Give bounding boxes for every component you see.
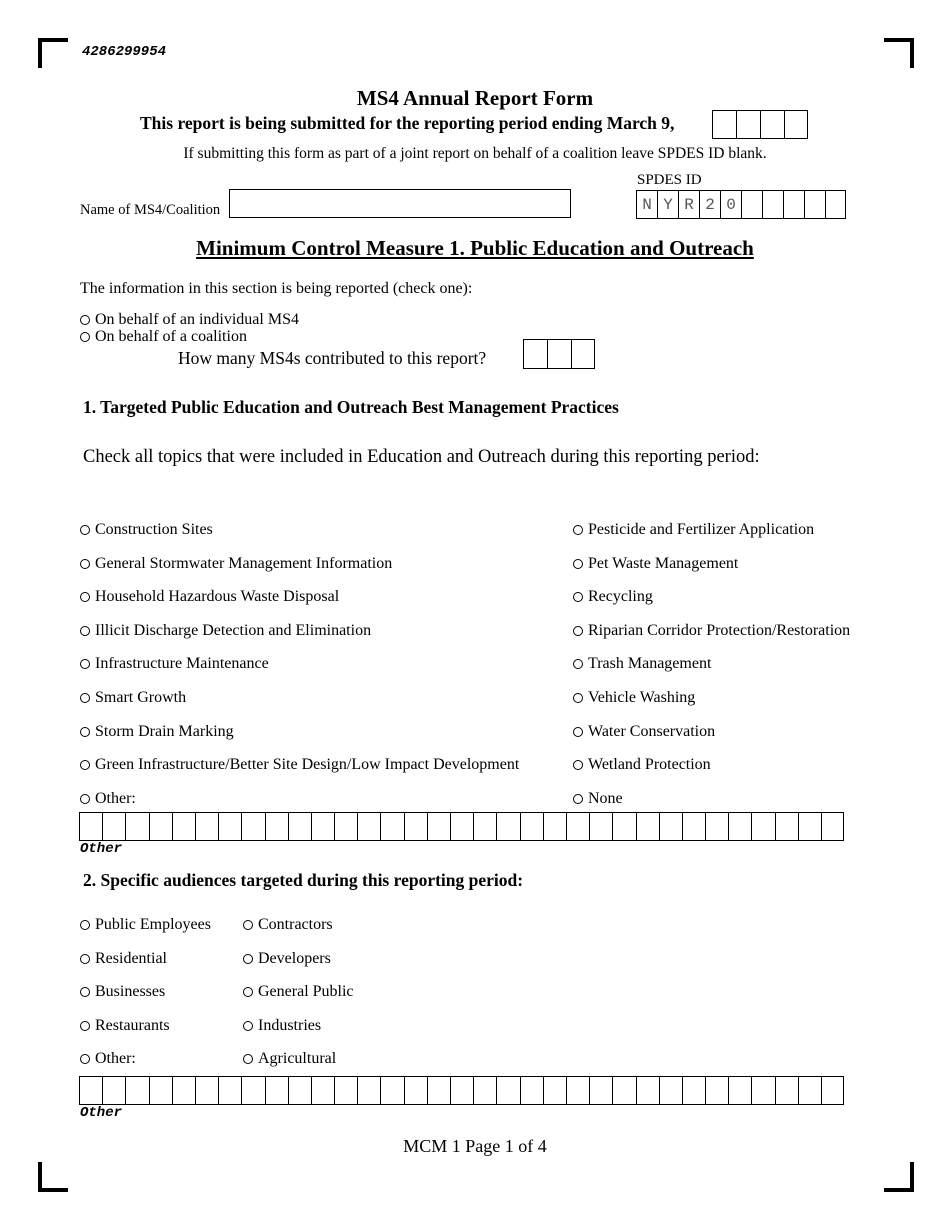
option-individual-ms4[interactable]: On behalf of an individual MS4 (80, 311, 299, 329)
topic-option[interactable]: General Stormwater Management Information (80, 555, 392, 573)
spdes-id-label: SPDES ID (637, 172, 702, 188)
char-box[interactable] (636, 812, 659, 841)
char-box[interactable] (751, 1076, 774, 1105)
char-box[interactable] (79, 1076, 102, 1105)
char-box[interactable] (427, 1076, 450, 1105)
char-box[interactable] (566, 812, 589, 841)
q2-heading: 2. Specific audiences targeted during this reporting period: (83, 870, 524, 890)
count-digit-box[interactable] (571, 339, 595, 369)
char-box[interactable] (357, 812, 380, 841)
reporting-prompt: The information in this section is being reported (check one): (80, 280, 473, 297)
audience-option[interactable]: Developers (243, 950, 331, 968)
audience-option[interactable]: Restaurants (80, 1017, 170, 1035)
char-box[interactable] (357, 1076, 380, 1105)
char-box[interactable] (241, 812, 264, 841)
char-box[interactable] (775, 812, 798, 841)
char-box[interactable] (589, 1076, 612, 1105)
char-box[interactable] (520, 1076, 543, 1105)
ms4-name-label: Name of MS4/Coalition (80, 202, 221, 218)
spdes-id-boxes[interactable] (636, 190, 846, 219)
radio-icon[interactable] (573, 559, 583, 569)
topic-option[interactable]: Illicit Discharge Detection and Elimination (80, 622, 371, 640)
char-box[interactable] (125, 812, 148, 841)
year-digit-box[interactable] (760, 110, 784, 139)
radio-icon[interactable] (573, 626, 583, 636)
char-box[interactable] (728, 812, 751, 841)
audience-option[interactable]: Public Employees (80, 916, 211, 934)
topic-option[interactable]: Other: (80, 790, 136, 808)
radio-icon[interactable] (80, 1021, 90, 1031)
radio-icon[interactable] (80, 727, 90, 737)
char-box[interactable] (566, 1076, 589, 1105)
char-box[interactable] (821, 812, 844, 841)
audience-option[interactable]: Businesses (80, 983, 165, 1001)
char-box[interactable] (589, 812, 612, 841)
radio-icon[interactable] (243, 1021, 253, 1031)
radio-icon[interactable] (80, 332, 90, 342)
q1-other-label: Other (80, 841, 123, 857)
char-box[interactable] (288, 812, 311, 841)
radio-icon[interactable] (80, 525, 90, 535)
topic-option[interactable]: Smart Growth (80, 689, 186, 707)
q2-other-label: Other (80, 1105, 123, 1121)
topic-option[interactable]: Construction Sites (80, 521, 213, 539)
char-box[interactable] (172, 812, 195, 841)
char-box[interactable] (334, 1076, 357, 1105)
char-box[interactable]: 0 (720, 190, 741, 219)
topic-option[interactable]: Green Infrastructure/Better Site Design/Low Impact Development (80, 756, 519, 774)
year-digit-box[interactable] (736, 110, 760, 139)
char-box[interactable] (543, 1076, 566, 1105)
char-box[interactable] (682, 1076, 705, 1105)
radio-icon[interactable] (80, 592, 90, 602)
char-box[interactable] (496, 812, 519, 841)
topic-option[interactable]: Recycling (573, 588, 653, 606)
topic-option[interactable]: Pesticide and Fertilizer Application (573, 521, 814, 539)
char-box[interactable] (149, 812, 172, 841)
audience-option[interactable]: Other: (80, 1050, 136, 1068)
radio-icon[interactable] (80, 954, 90, 964)
char-box[interactable] (705, 1076, 728, 1105)
corner-mark-top-left (38, 38, 68, 68)
topic-option[interactable]: Household Hazardous Waste Disposal (80, 588, 339, 606)
char-box[interactable]: N (636, 190, 657, 219)
char-box[interactable] (195, 1076, 218, 1105)
char-box[interactable] (102, 812, 125, 841)
radio-icon[interactable] (80, 794, 90, 804)
radio-icon[interactable] (573, 525, 583, 535)
char-box[interactable] (427, 812, 450, 841)
radio-icon[interactable] (80, 315, 90, 325)
q1-heading: 1. Targeted Public Education and Outreach Best Management Practices (83, 397, 619, 417)
char-box[interactable] (659, 812, 682, 841)
radio-icon[interactable] (80, 1054, 90, 1064)
corner-mark-bottom-left (38, 1162, 68, 1192)
char-box[interactable] (751, 812, 774, 841)
topic-option[interactable]: None (573, 790, 623, 808)
ms4-count-question: How many MS4s contributed to this report? (178, 348, 487, 368)
radio-icon[interactable] (80, 760, 90, 770)
radio-icon[interactable] (243, 920, 253, 930)
char-box[interactable]: R (678, 190, 699, 219)
char-box[interactable] (659, 1076, 682, 1105)
char-box[interactable] (380, 1076, 403, 1105)
page-number: MCM 1 Page 1 of 4 (403, 1136, 547, 1156)
char-box[interactable] (473, 1076, 496, 1105)
audience-option[interactable]: General Public (243, 983, 354, 1001)
radio-icon[interactable] (80, 626, 90, 636)
char-box[interactable] (450, 812, 473, 841)
form-id: 4286299954 (82, 44, 167, 60)
char-box[interactable] (825, 190, 846, 219)
char-box[interactable] (404, 812, 427, 841)
radio-icon[interactable] (243, 987, 253, 997)
q2-other-text-boxes[interactable] (79, 1076, 844, 1105)
char-box[interactable] (172, 1076, 195, 1105)
char-box[interactable] (821, 1076, 844, 1105)
char-box[interactable] (705, 812, 728, 841)
topic-option[interactable]: Wetland Protection (573, 756, 711, 774)
audience-option[interactable]: Industries (243, 1017, 321, 1035)
audience-option[interactable]: Residential (80, 950, 167, 968)
radio-icon[interactable] (573, 727, 583, 737)
char-box[interactable] (195, 812, 218, 841)
char-box[interactable] (741, 190, 762, 219)
char-box[interactable] (334, 812, 357, 841)
radio-icon[interactable] (243, 954, 253, 964)
option-coalition[interactable]: On behalf of a coalition (80, 328, 247, 346)
radio-icon[interactable] (80, 987, 90, 997)
audience-option[interactable]: Agricultural (243, 1050, 336, 1068)
audience-option[interactable]: Contractors (243, 916, 333, 934)
topic-option[interactable]: Trash Management (573, 655, 711, 673)
count-digit-box[interactable] (523, 339, 547, 369)
char-box[interactable] (798, 1076, 821, 1105)
char-box[interactable] (265, 812, 288, 841)
char-box[interactable] (520, 812, 543, 841)
char-box[interactable] (380, 812, 403, 841)
char-box[interactable] (288, 1076, 311, 1105)
char-box[interactable] (218, 1076, 241, 1105)
char-box[interactable] (783, 190, 804, 219)
radio-icon[interactable] (573, 794, 583, 804)
corner-mark-bottom-right (884, 1162, 914, 1192)
radio-icon[interactable] (573, 693, 583, 703)
char-box[interactable] (775, 1076, 798, 1105)
char-box[interactable] (218, 812, 241, 841)
ms4-count-boxes[interactable] (523, 339, 595, 369)
radio-icon[interactable] (80, 659, 90, 669)
char-box[interactable] (682, 812, 705, 841)
char-box[interactable] (404, 1076, 427, 1105)
radio-icon[interactable] (80, 920, 90, 930)
char-box[interactable] (798, 812, 821, 841)
year-digit-box[interactable] (712, 110, 736, 139)
radio-icon[interactable] (573, 659, 583, 669)
char-box[interactable] (543, 812, 566, 841)
char-box[interactable] (612, 812, 635, 841)
year-digit-box[interactable] (784, 110, 808, 139)
char-box[interactable]: 2 (699, 190, 720, 219)
count-digit-box[interactable] (547, 339, 571, 369)
char-box[interactable]: Y (657, 190, 678, 219)
char-box[interactable] (241, 1076, 264, 1105)
radio-icon[interactable] (573, 592, 583, 602)
char-box[interactable] (728, 1076, 751, 1105)
topic-option[interactable]: Water Conservation (573, 723, 715, 741)
char-box[interactable] (311, 1076, 334, 1105)
radio-icon[interactable] (573, 760, 583, 770)
char-box[interactable] (762, 190, 783, 219)
char-box[interactable] (473, 812, 496, 841)
char-box[interactable] (265, 1076, 288, 1105)
q1-instruction: Check all topics that were included in Education and Outreach during this reporting period: (83, 447, 760, 467)
reporting-period-text: This report is being submitted for the reporting period ending March 9, (140, 113, 675, 133)
char-box[interactable] (804, 190, 825, 219)
topic-option[interactable]: Infrastructure Maintenance (80, 655, 269, 673)
ms4-name-field[interactable] (229, 189, 571, 218)
topic-option[interactable]: Vehicle Washing (573, 689, 695, 707)
coalition-note: If submitting this form as part of a joint report on behalf of a coalition leave SPDES ID blank. (183, 145, 767, 162)
char-box[interactable] (149, 1076, 172, 1105)
page-title: MS4 Annual Report Form (356, 86, 594, 110)
char-box[interactable] (79, 812, 102, 841)
topic-option[interactable]: Riparian Corridor Protection/Restoration (573, 622, 850, 640)
char-box[interactable] (612, 1076, 635, 1105)
char-box[interactable] (450, 1076, 473, 1105)
char-box[interactable] (125, 1076, 148, 1105)
topic-option[interactable]: Storm Drain Marking (80, 723, 234, 741)
corner-mark-top-right (884, 38, 914, 68)
char-box[interactable] (636, 1076, 659, 1105)
reporting-year-boxes[interactable] (712, 110, 808, 139)
char-box[interactable] (102, 1076, 125, 1105)
char-box[interactable] (496, 1076, 519, 1105)
section-title: Minimum Control Measure 1. Public Education and Outreach (196, 236, 754, 260)
radio-icon[interactable] (80, 559, 90, 569)
topic-option[interactable]: Pet Waste Management (573, 555, 738, 573)
radio-icon[interactable] (243, 1054, 253, 1064)
radio-icon[interactable] (80, 693, 90, 703)
char-box[interactable] (311, 812, 334, 841)
q1-other-text-boxes[interactable] (79, 812, 844, 841)
